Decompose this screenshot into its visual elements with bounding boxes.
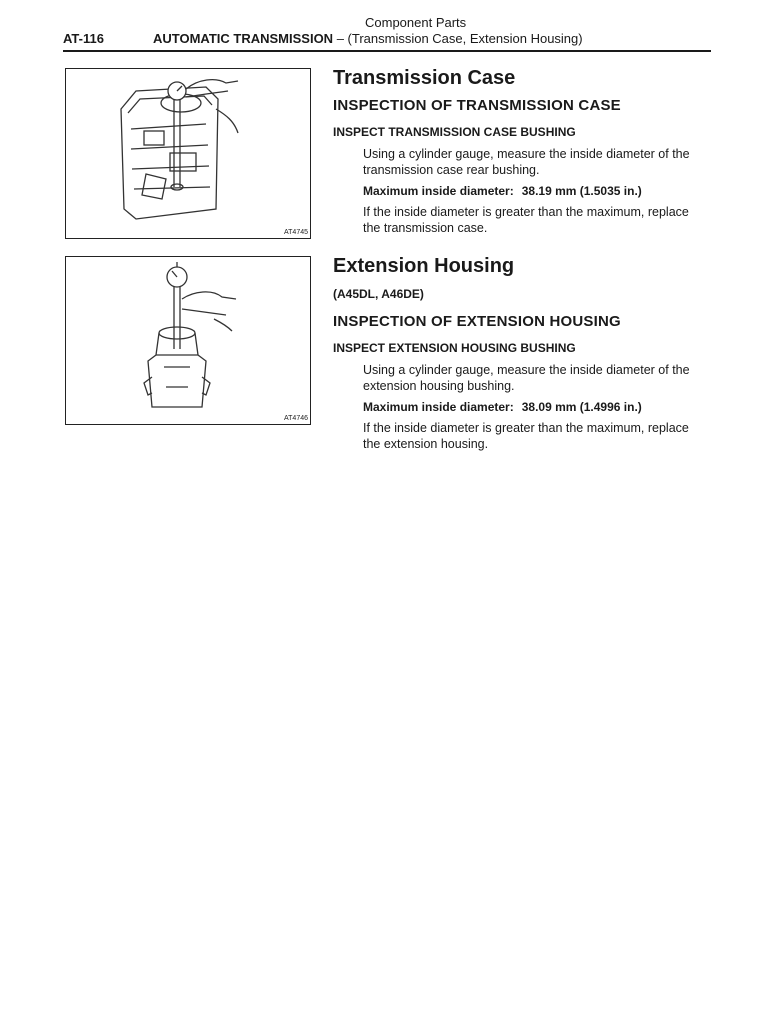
inspection-heading: INSPECTION OF TRANSMISSION CASE <box>333 97 621 114</box>
spec-label: Maximum inside diameter: <box>363 400 514 414</box>
spec-label: Maximum inside diameter: <box>363 184 514 198</box>
section-subtitle: – (Transmission Case, Extension Housing) <box>336 31 583 46</box>
note-text: If the inside diameter is greater than the maximum, replace the extension housing. <box>363 421 689 451</box>
extension-housing-illustration <box>66 257 310 424</box>
spec-value: 38.09 mm (1.4996 in.) <box>521 400 642 414</box>
spec-line <box>363 183 713 199</box>
page-code: AT-116 <box>63 31 104 46</box>
spec-value: 38.19 mm (1.5035 in.) <box>521 184 642 198</box>
inspect-subheading: INSPECT EXTENSION HOUSING BUSHING <box>333 341 576 355</box>
extension-housing-section <box>333 254 713 452</box>
spec-line <box>363 399 713 415</box>
inspect-subheading: INSPECT TRANSMISSION CASE BUSHING <box>333 125 576 139</box>
note-text: If the inside diameter is greater than the maximum, replace the transmission case. <box>363 205 689 235</box>
figure-code: AT4746 <box>284 415 308 422</box>
section-title-extension-housing: Extension Housing <box>333 255 515 277</box>
header-line <box>63 31 713 46</box>
instruction-text: Using a cylinder gauge, measure the inside diameter of the extension housing bushing. <box>363 363 690 393</box>
model-list: (A45DL, A46DE) <box>333 287 424 301</box>
section-title-transmission-case: Transmission Case <box>333 67 516 89</box>
transmission-case-section <box>333 66 713 236</box>
header-rule <box>63 50 711 52</box>
transmission-case-illustration <box>66 69 310 238</box>
instruction-text: Using a cylinder gauge, measure the inside diameter of the transmission case rear bushing. <box>363 147 690 177</box>
figure-code: AT4745 <box>284 229 308 236</box>
header-superscript: Component Parts <box>365 15 467 30</box>
figure-transmission-case <box>65 68 311 239</box>
inspection-heading: INSPECTION OF EXTENSION HOUSING <box>333 313 621 330</box>
section-title: AUTOMATIC TRANSMISSION <box>153 31 334 46</box>
figure-extension-housing <box>65 256 311 425</box>
